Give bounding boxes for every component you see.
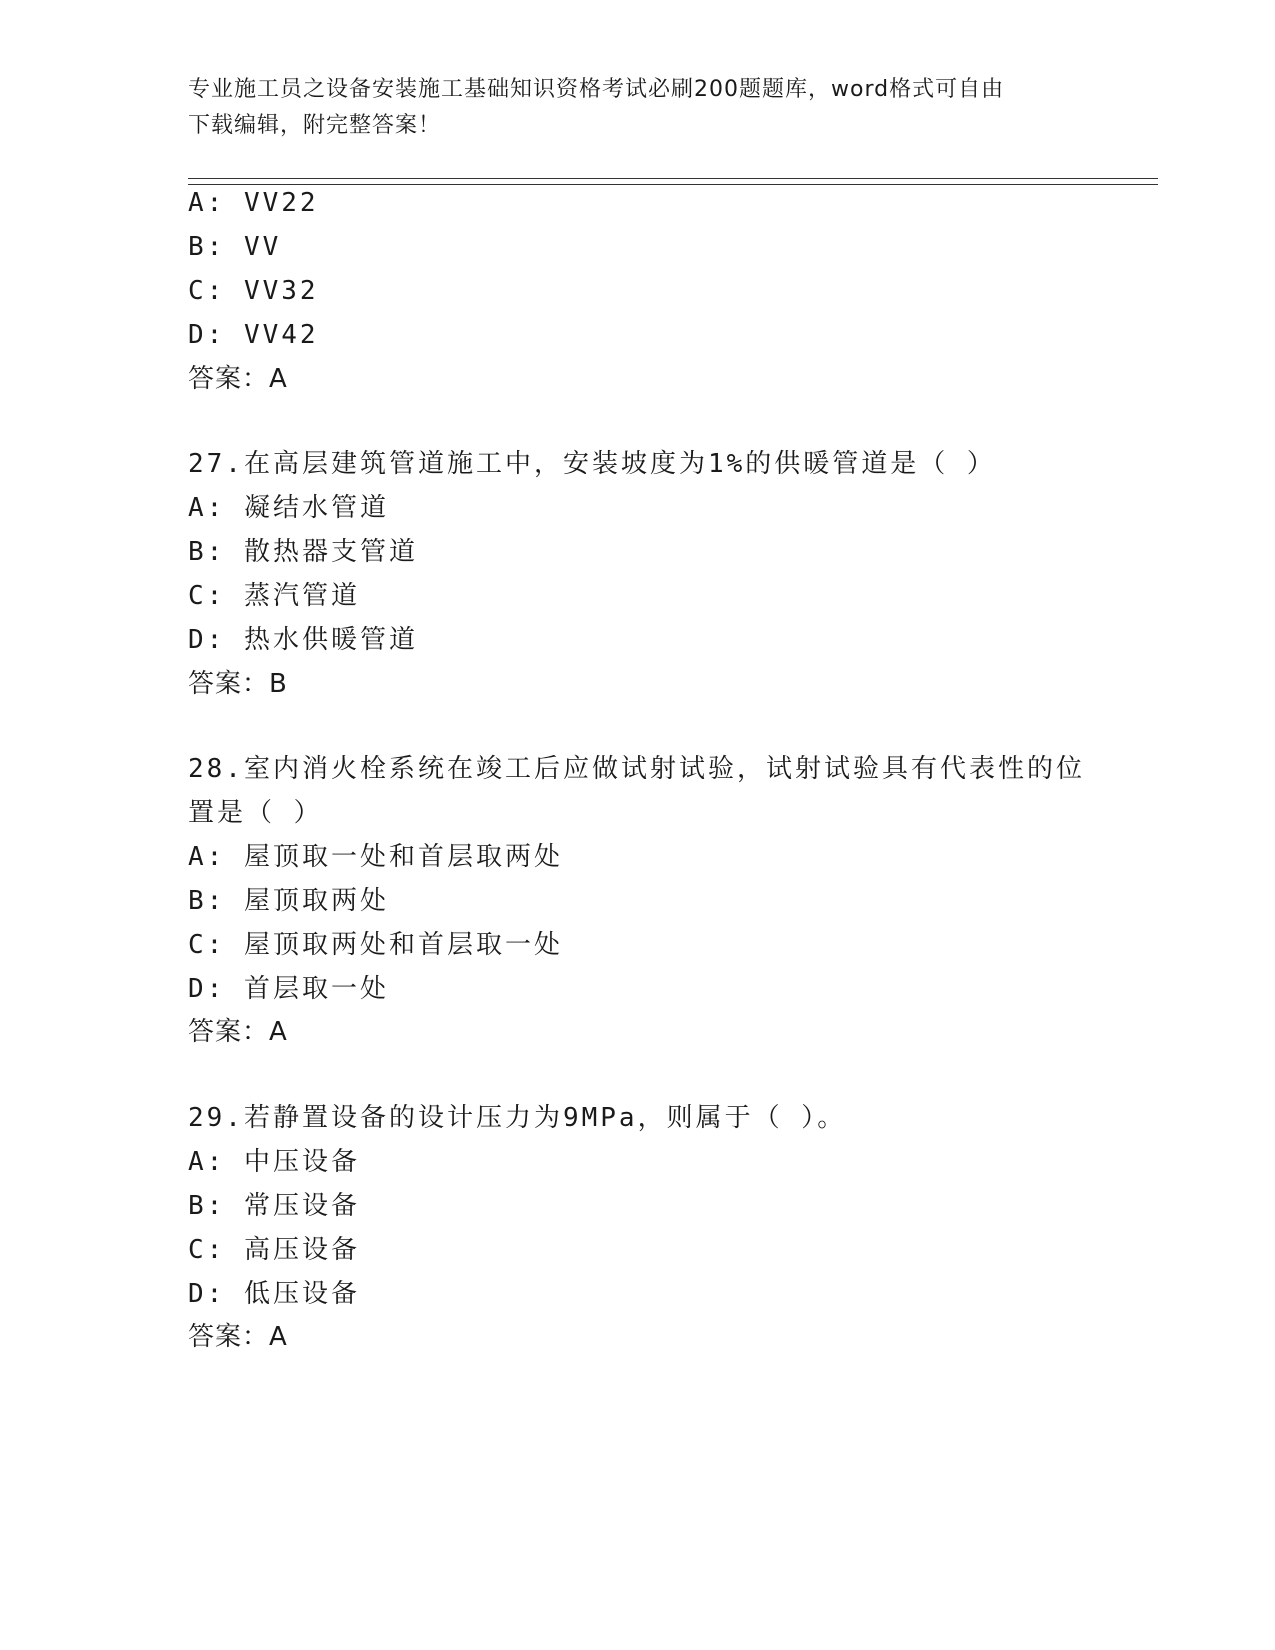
q26-option-b: B: VV: [188, 232, 282, 262]
header-line-1: 专业施工员之设备安装施工基础知识资格考试必刷200题题库，word格式可自由: [188, 77, 1005, 102]
q27-option-b: B: 散热器支管道: [188, 537, 418, 567]
document-page: [188, 0, 1158, 1650]
q28-option-d: D: 首层取一处: [188, 974, 389, 1004]
q29-answer-value: A: [269, 1322, 288, 1352]
q29-option-c: C: 高压设备: [188, 1235, 360, 1265]
q27-question: 27.在高层建筑管道施工中，安装坡度为1%的供暖管道是（ ）: [188, 449, 996, 479]
q28-option-c: C: 屋顶取两处和首层取一处: [188, 930, 563, 960]
q26-option-c: C: VV32: [188, 276, 319, 306]
q28-option-b: B: 屋顶取两处: [188, 886, 389, 916]
q28-answer-label: 答案：: [188, 1017, 270, 1047]
q29-option-d: D: 低压设备: [188, 1279, 360, 1309]
q29-answer: [188, 1320, 288, 1354]
q26-option-a: A: VV22: [188, 188, 319, 218]
q27-answer: [188, 667, 288, 701]
document-header: [188, 72, 1088, 144]
q26-answer: [188, 362, 288, 396]
q27-answer-value: B: [269, 669, 288, 699]
q29-option-b: B: 常压设备: [188, 1191, 360, 1221]
q28-question-line-1: 28.室内消火栓系统在竣工后应做试射试验，试射试验具有代表性的位: [188, 754, 1085, 784]
header-line-2: 下载编辑，附完整答案！: [188, 113, 442, 138]
q26-option-d: D: VV42: [188, 320, 319, 350]
q27-option-a: A: 凝结水管道: [188, 493, 389, 523]
q26-answer-value: A: [269, 364, 288, 394]
q29-answer-label: 答案：: [188, 1322, 270, 1352]
q29-question: 29.若静置设备的设计压力为9MPa，则属于（ ）。: [188, 1103, 847, 1133]
q27-option-c: C: 蒸汽管道: [188, 581, 360, 611]
q28-answer-value: A: [269, 1017, 288, 1047]
q28-answer: [188, 1015, 288, 1049]
q28-option-a: A: 屋顶取一处和首层取两处: [188, 842, 563, 872]
q27-answer-label: 答案：: [188, 669, 270, 699]
q29-option-a: A: 中压设备: [188, 1147, 360, 1177]
q27-option-d: D: 热水供暖管道: [188, 625, 418, 655]
q26-answer-label: 答案：: [188, 364, 270, 394]
q28-question-line-2: 置是（ ）: [188, 798, 323, 828]
header-divider: [188, 178, 1158, 185]
